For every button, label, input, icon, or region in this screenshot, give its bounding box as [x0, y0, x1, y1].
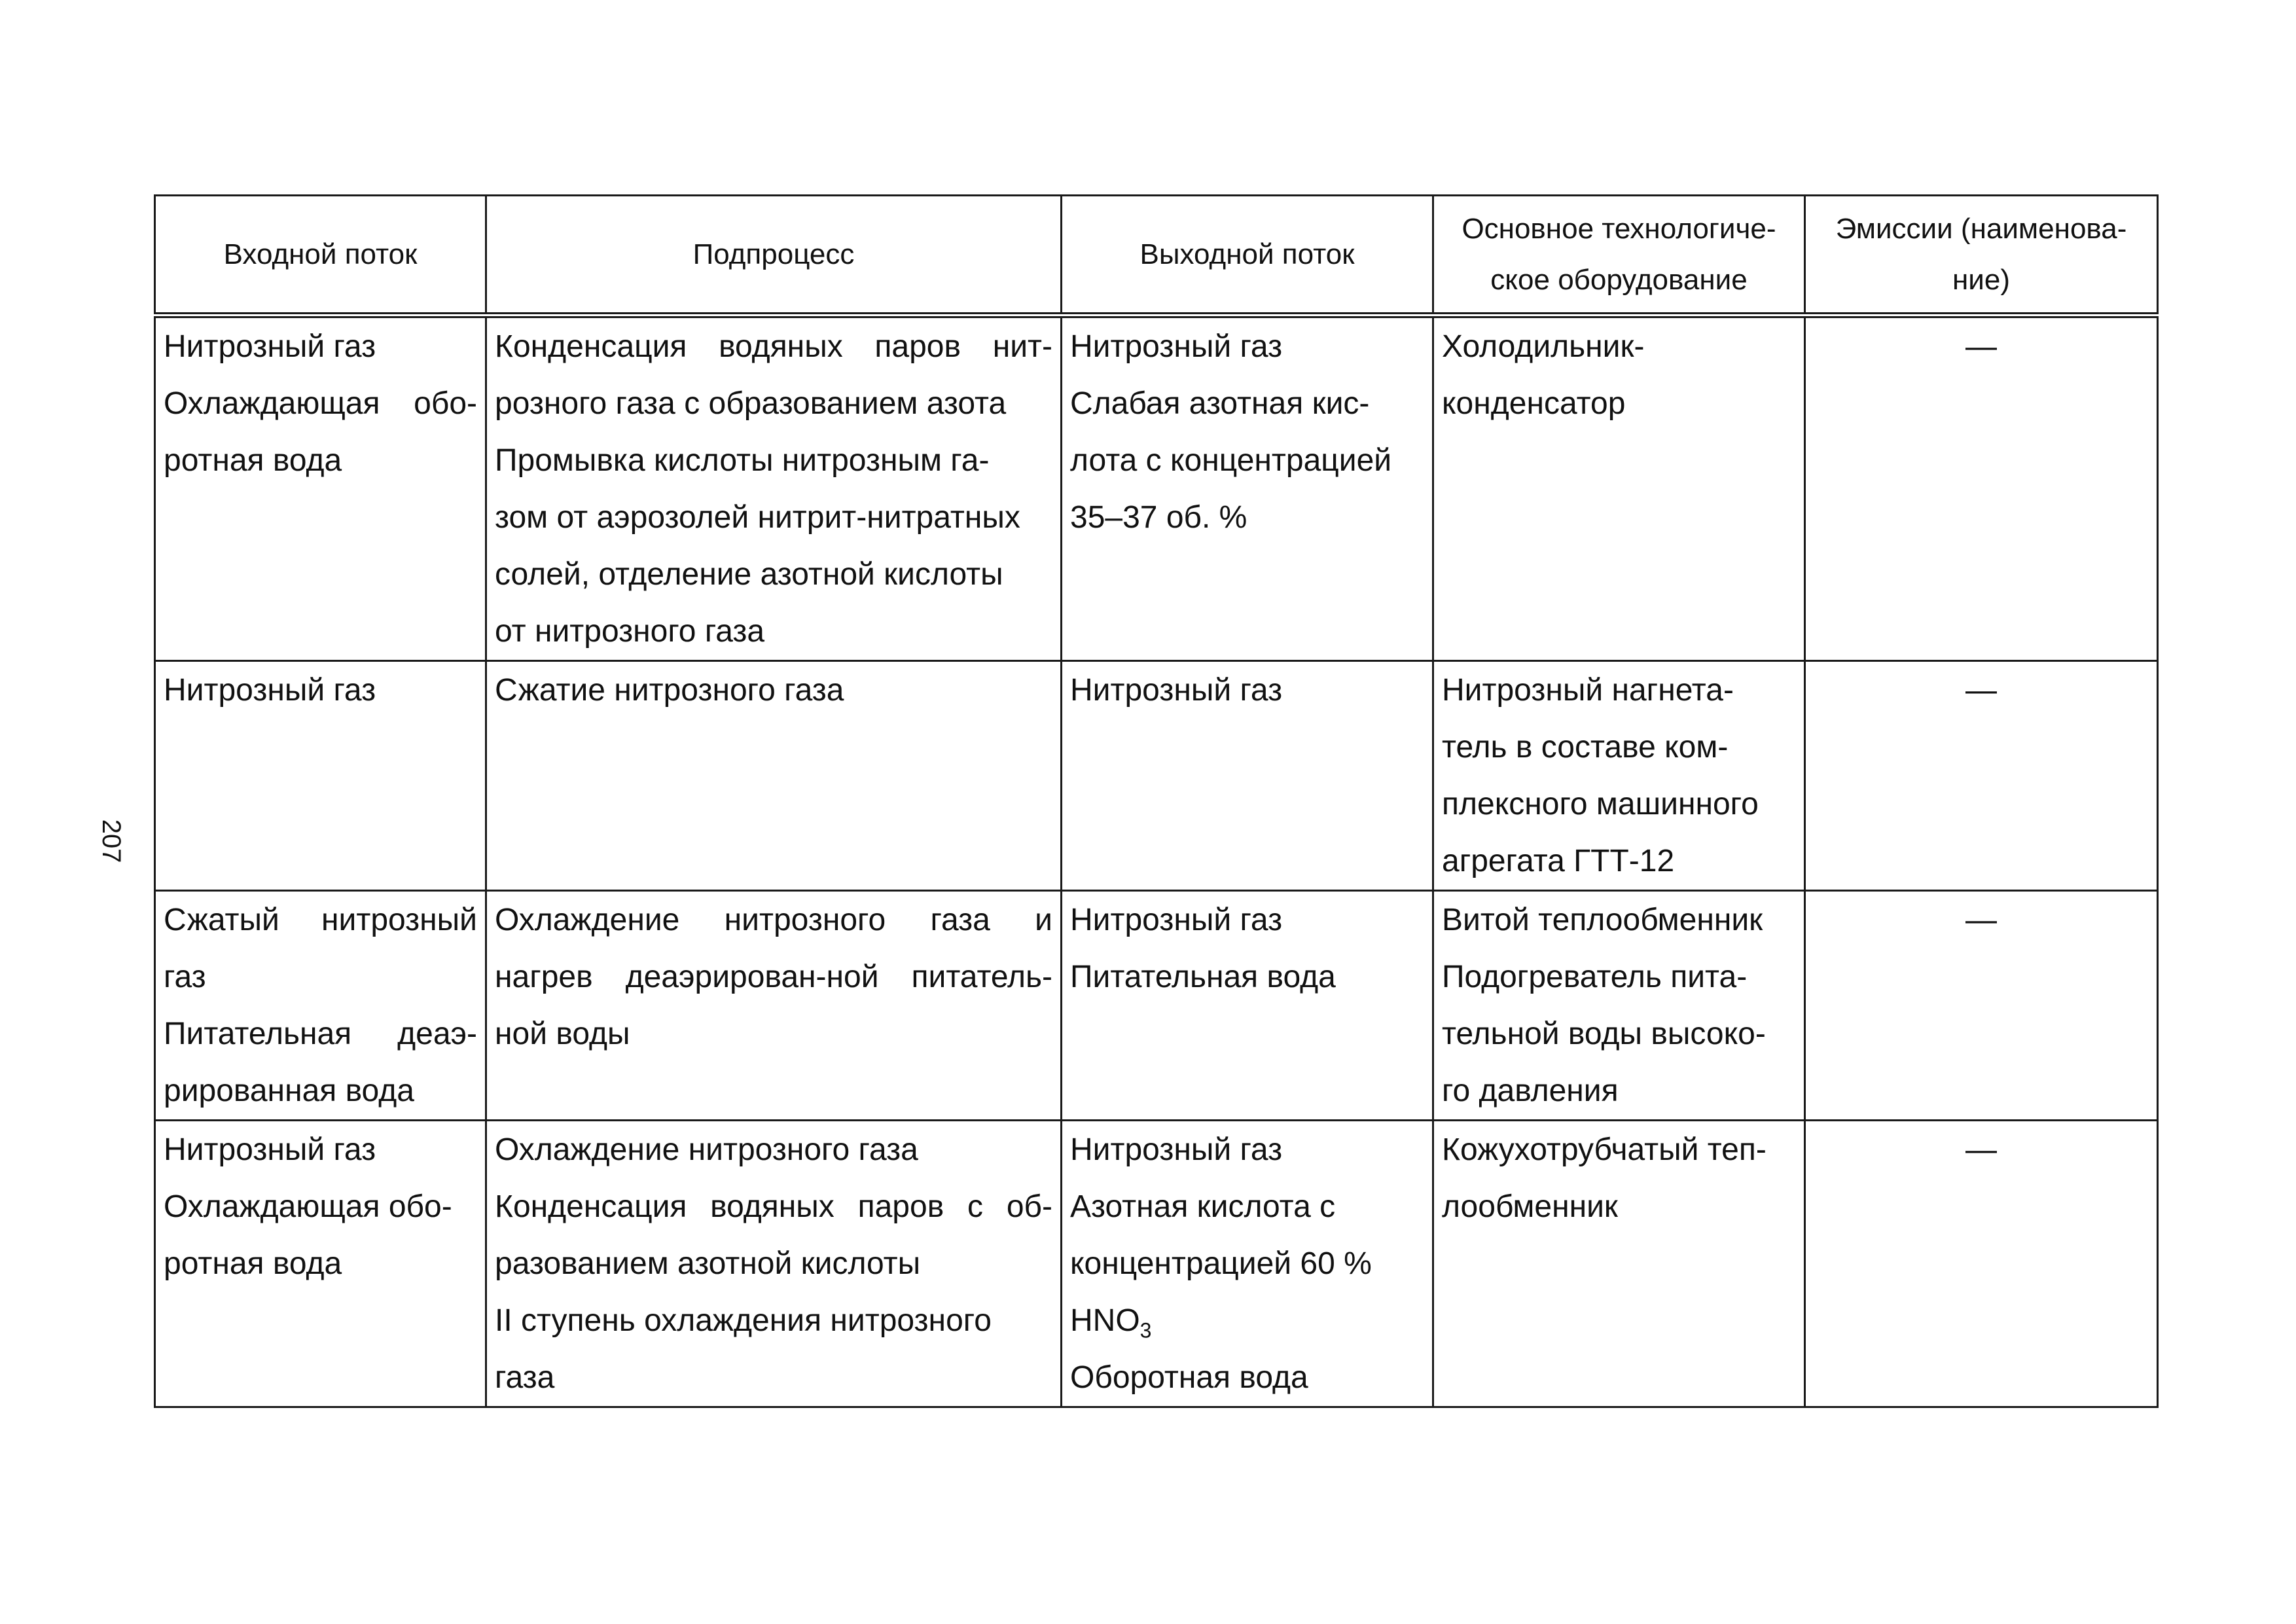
- input-flow-cell: Нитрозный газ: [155, 661, 486, 891]
- output-flow-cell: Нитрозный газ Питательная вода: [1062, 891, 1433, 1121]
- output-flow-cell: Нитрозный газ Азотная кислота с концентрацией 60 % $HNO_3$ Оборотная вода: [1062, 1121, 1433, 1407]
- equipment-cell: Витой теплообменник Подогреватель пита- тельной воды высоко- го давления: [1433, 891, 1805, 1121]
- header-equipment: Основное технологиче- ское оборудование: [1433, 196, 1805, 316]
- page-number: 207: [97, 819, 126, 863]
- output-flow-cell: Нитрозный газ: [1062, 661, 1433, 891]
- emissions-cell: —: [1805, 891, 2158, 1121]
- header-subprocess: Подпроцесс: [486, 196, 1062, 316]
- emissions-cell: —: [1805, 1121, 2158, 1407]
- header-emissions: Эмиссии (наименова- ние): [1805, 196, 2158, 316]
- input-flow-cell: Сжатый нитрозный газ Питательная деаэ- рированная вода: [155, 891, 486, 1121]
- formula-hno3: $HNO_3$: [1070, 1303, 1152, 1343]
- table-row: [155, 316, 2158, 661]
- table-header-row: [155, 196, 2158, 316]
- table-row: [155, 1121, 2158, 1407]
- subprocess-cell: Сжатие нитрозного газа: [486, 661, 1062, 891]
- equipment-cell: Кожухотрубчатый теп- лообменник: [1433, 1121, 1805, 1407]
- input-flow-cell: Нитрозный газ Охлаждающая обо- ротная вода: [155, 316, 486, 661]
- header-input-flow: Входной поток: [155, 196, 486, 316]
- table-row: [155, 661, 2158, 891]
- subprocess-cell: Конденсация водяных паров нит- розного газа с образованием азота Промывка кислоты нитрозным га- зом от аэрозолей нитрит-нитратных солей, отделение азотной кислоты от нитрозного газа: [486, 316, 1062, 661]
- equipment-cell: Холодильник- конденсатор: [1433, 316, 1805, 661]
- output-flow-cell: Нитрозный газ Слабая азотная кис- лота с концентрацией 35–37 об. %: [1062, 316, 1433, 661]
- header-output-flow: Выходной поток: [1062, 196, 1433, 316]
- input-flow-cell: Нитрозный газ Охлаждающая обо- ротная вода: [155, 1121, 486, 1407]
- emissions-cell: —: [1805, 316, 2158, 661]
- equipment-cell: Нитрозный нагнета- тель в составе ком- плексного машинного агрегата ГТТ-12: [1433, 661, 1805, 891]
- subprocess-cell: Охлаждение нитрозного газа и нагрев деаэрирован-ной питатель- ной воды: [486, 891, 1062, 1121]
- process-table: [154, 194, 2159, 1408]
- table-row: [155, 891, 2158, 1121]
- subprocess-cell: Охлаждение нитрозного газа Конденсация водяных паров с об- разованием азотной кислоты II ступень охлаждения нитрозного газа: [486, 1121, 1062, 1407]
- emissions-cell: —: [1805, 661, 2158, 891]
